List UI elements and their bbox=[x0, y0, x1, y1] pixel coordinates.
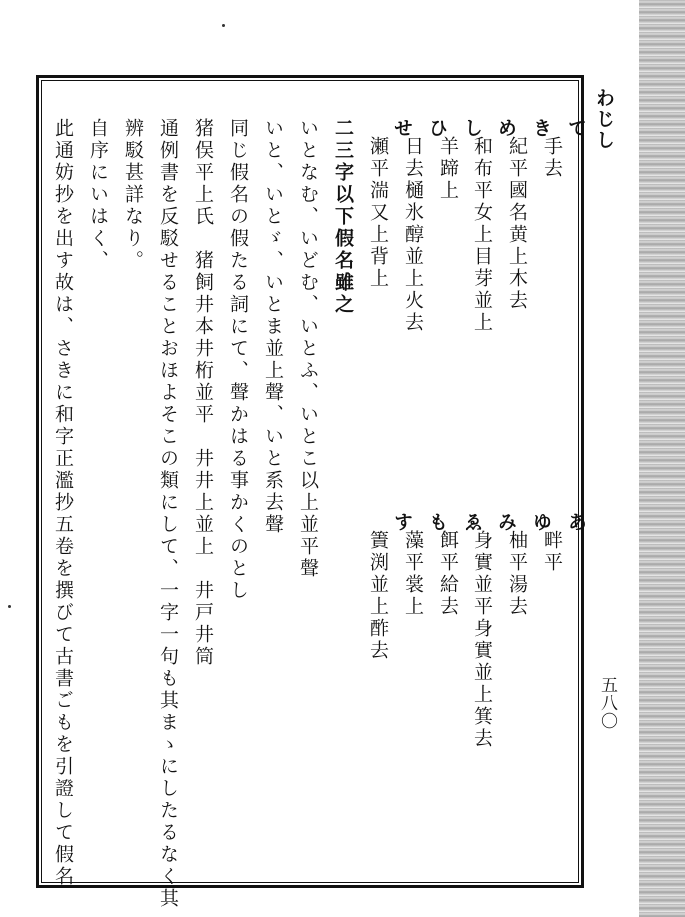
body-column-6: 辨駁甚詳なり。 bbox=[122, 118, 144, 272]
entry-su: す 簀渕並上酢去 bbox=[367, 512, 413, 662]
body-column-7: 自序にいはく、 bbox=[87, 118, 109, 272]
running-header: わじし bbox=[593, 88, 615, 151]
book-spine-shadow bbox=[639, 0, 685, 917]
page-speck bbox=[8, 605, 11, 608]
body-column-5: 通例書を反駁せることおほよそこの類にして、一字一句も其まゝにしたるなく其 bbox=[157, 118, 179, 910]
entry-hi: ひ 日去樋氷醇並上火去 bbox=[402, 118, 448, 334]
page-speck bbox=[222, 24, 225, 27]
entry-se: せ 瀬平湍又上背上 bbox=[367, 118, 413, 290]
body-column-8: 此通妨抄を出す故は、さきに和字正濫抄五卷を撰びて古書ごもを引證して假名 bbox=[52, 118, 74, 888]
entry-we: ゑ 餌平給去 bbox=[437, 512, 483, 618]
page-number: 五八〇 bbox=[597, 676, 617, 730]
body-column-1: いとなむ、いどむ、いとふ、いとこ以上並平聲 bbox=[297, 118, 319, 580]
body-column-4: 猪俣平上氏 猪飼井本井桁並平 井井上並上 井戸井筒 bbox=[192, 118, 214, 668]
entry-ki: き 紀平國名黄上木去 bbox=[506, 118, 552, 312]
entry-yu: ゆ 柚平湯去 bbox=[506, 512, 552, 618]
entry-me: め 和布平女上目芽並上 bbox=[471, 118, 517, 334]
entry-mi: み 身實並平身實並上箕去 bbox=[471, 512, 517, 750]
entry-te: て 手去 bbox=[541, 118, 587, 180]
body-column-3: 同じ假名の假たる詞にて、聲かはる事かくのとし bbox=[227, 118, 249, 602]
entry-a: あ 畔平 bbox=[541, 512, 587, 574]
entry-shi: し 羊蹄上 bbox=[437, 118, 483, 202]
section-heading: 二三字以下假名雖之 bbox=[332, 118, 354, 316]
body-column-2: いと、いとゞ、いとま並上聲、いと系去聲 bbox=[262, 118, 284, 536]
entry-mo: も 藻平裳上 bbox=[402, 512, 448, 618]
